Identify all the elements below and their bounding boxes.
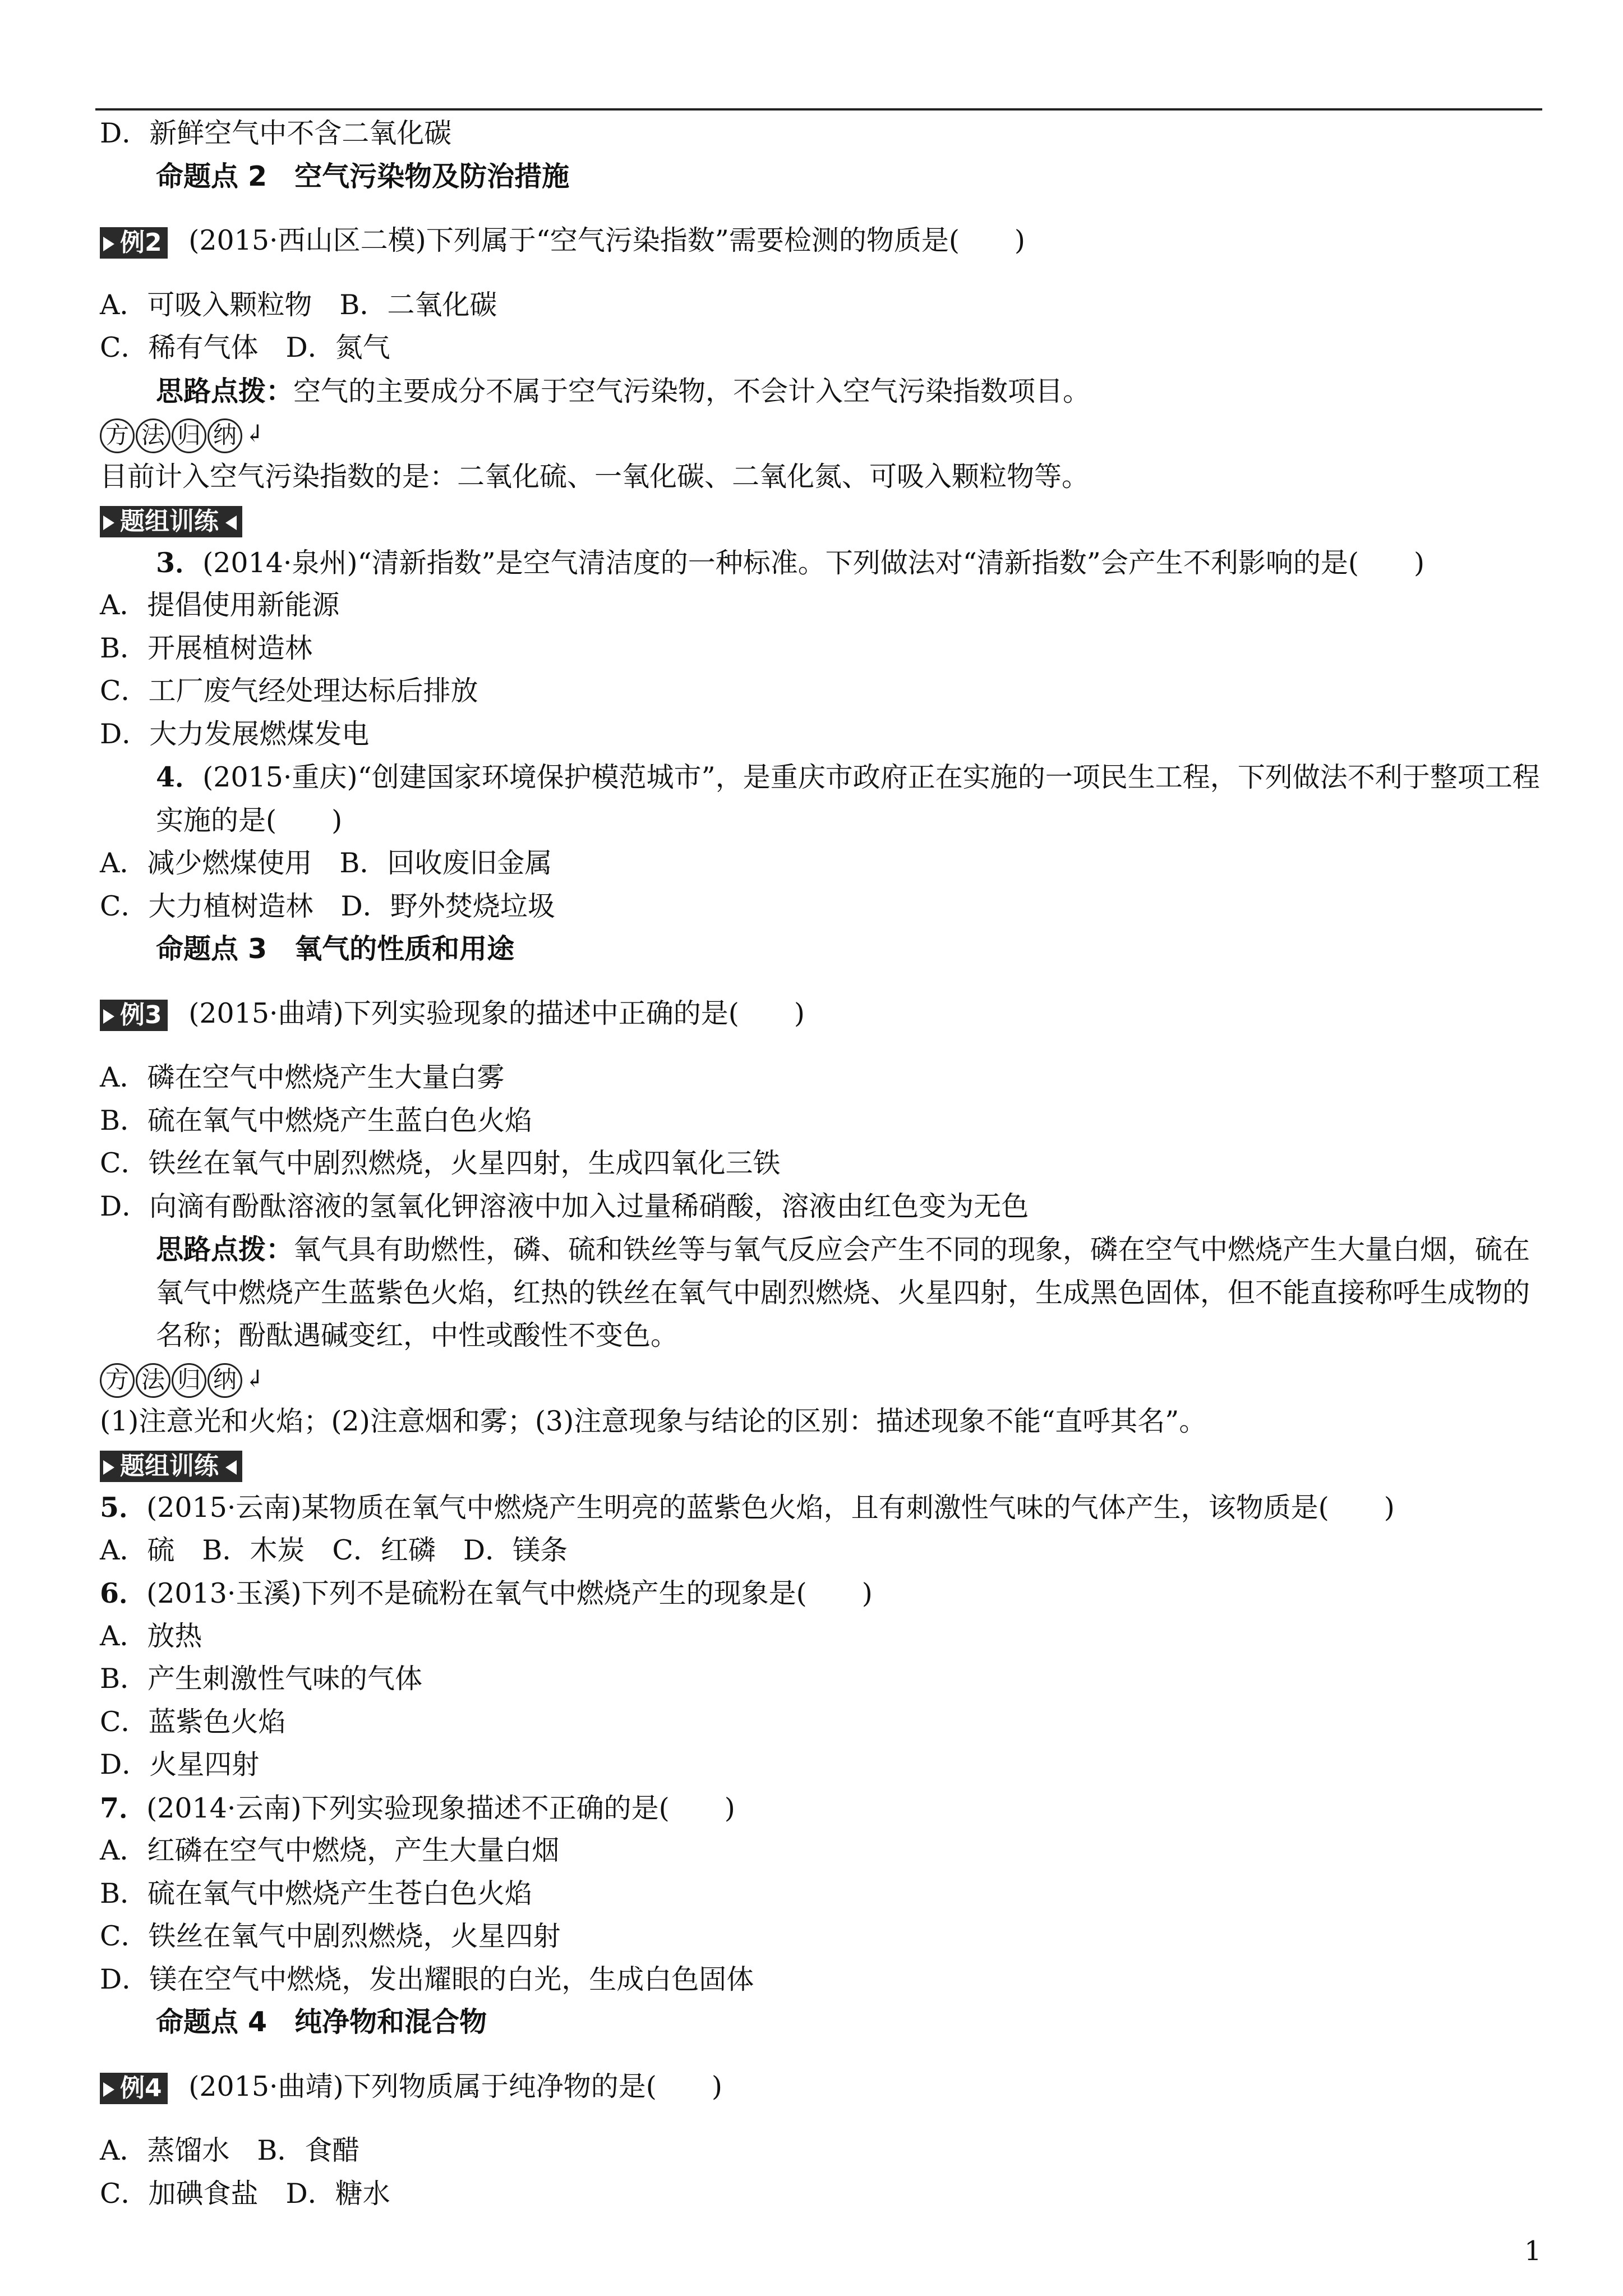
example-tag: 例4 xyxy=(100,2073,168,2104)
method-text: 目前计入空气污染指数的是：二氧化硫、一氧化碳、二氧化氮、可吸入颗粒物等。 xyxy=(100,460,1090,493)
question: 6．(2013·玉溪)下列不是硫粉在氧气中燃烧产生的现象是( ) xyxy=(100,1577,873,1609)
question: 3．(2014·泉州)“清新指数”是空气清洁度的一种标准。下列做法对“清新指数”会产生不利影响的是( ) xyxy=(156,546,1425,579)
option-line: A．可吸入颗粒物 B．二氧化碳 xyxy=(100,288,497,321)
back-icon xyxy=(225,516,237,530)
option-line: C．铁丝在氧气中剧烈燃烧，火星四射 xyxy=(100,1920,561,1952)
option-line: A．提倡使用新能源 xyxy=(100,589,340,621)
option-line: C．铁丝在氧气中剧烈燃烧，火星四射，生成四氧化三铁 xyxy=(100,1147,781,1179)
example-question: 例4 (2015·曲靖)下列物质属于纯净物的是( ) xyxy=(100,2065,1541,2109)
option-line: A．放热 xyxy=(100,1619,202,1652)
arrow-down-icon: ↲ xyxy=(245,1364,265,1392)
option-line: A．减少燃煤使用 B．回收废旧金属 xyxy=(100,847,552,879)
example-tag: 例2 xyxy=(100,227,168,259)
header-rule xyxy=(95,108,1542,111)
circled-char: 方 xyxy=(100,1363,135,1398)
example-question: 例3 (2015·曲靖)下列实验现象的描述中正确的是( ) xyxy=(100,992,1541,1036)
example-question: 例2 (2015·西山区二模)下列属于“空气污染指数”需要检测的物质是( ) xyxy=(100,219,1541,263)
training-label xyxy=(100,498,1541,541)
circled-char: 归 xyxy=(172,418,206,453)
option-line: C．蓝紫色火焰 xyxy=(100,1705,286,1738)
circled-char: 方 xyxy=(100,418,135,453)
option-line: B．硫在氧气中燃烧产生苍白色火焰 xyxy=(100,1877,533,1910)
option-line: B．产生刺激性气味的气体 xyxy=(100,1663,423,1695)
option-line: D．向滴有酚酞溶液的氢氧化钾溶液中加入过量稀硝酸，溶液由红色变为无色 xyxy=(100,1190,1029,1222)
option-line: B．硫在氧气中燃烧产生蓝白色火焰 xyxy=(100,1104,533,1137)
option-line: D．大力发展燃煤发电 xyxy=(100,717,370,750)
option-line: A．红磷在空气中燃烧，产生大量白烟 xyxy=(100,1834,560,1866)
method-text: (1)注意光和火焰；(2)注意烟和雾；(3)注意现象与结论的区别：描述现象不能“直呼其名”。 xyxy=(100,1405,1207,1437)
training-label xyxy=(100,1443,1541,1487)
play-icon xyxy=(103,2082,114,2097)
option-line: C．加碘食盐 D．糖水 xyxy=(100,2177,390,2210)
page-number: 1 xyxy=(1524,2235,1542,2267)
option-line: A．硫 B．木炭 C．红磷 D．镁条 xyxy=(100,1534,568,1566)
training-tag: 题组训练 xyxy=(100,506,242,537)
method-summary-label xyxy=(100,412,1541,455)
option-line: B．开展植树造林 xyxy=(100,632,313,664)
method-summary-label xyxy=(100,1358,1541,1401)
play-icon xyxy=(103,516,114,530)
play-icon xyxy=(103,1460,114,1475)
option-line: A．磷在空气中燃烧产生大量白雾 xyxy=(100,1061,505,1093)
option-line: D．火星四射 xyxy=(100,1749,260,1780)
circled-char: 法 xyxy=(136,1363,170,1398)
hint: 思路点拨：空气的主要成分不属于空气污染物，不会计入空气污染指数项目。 xyxy=(156,374,1091,407)
back-icon xyxy=(225,1460,237,1475)
play-icon xyxy=(103,237,114,251)
arrow-down-icon: ↲ xyxy=(245,420,265,447)
circled-char: 归 xyxy=(172,1363,206,1398)
topic-heading: 命题点 2 空气污染物及防治措施 xyxy=(156,160,570,192)
question: 4．(2015·重庆)“创建国家环境保护模范城市”，是重庆市政府正在实施的一项民生工程，下列做法不利于整项工程实施的是( ) xyxy=(156,761,1540,836)
play-icon xyxy=(103,1009,114,1024)
option-line: C．工厂废气经处理达标后排放 xyxy=(100,675,478,707)
circled-char: 法 xyxy=(136,418,170,453)
topic-heading: 命题点 4 纯净物和混合物 xyxy=(156,2006,487,2038)
option-line: C．稀有气体 D．氮气 xyxy=(100,332,390,364)
question: 5．(2015·云南)某物质在氧气中燃烧产生明亮的蓝紫色火焰，且有刺激性气味的气体产生，该物质是( ) xyxy=(100,1491,1395,1524)
circled-char: 纳 xyxy=(208,1363,242,1398)
hint: 思路点拨：氧气具有助燃性，磷、硫和铁丝等与氧气反应会产生不同的现象，磷在空气中燃烧产生大量白烟，硫在氧气中燃烧产生蓝紫色火焰，红热的铁丝在氧气中剧烈燃烧、火星四射，生成黑色固体，但不能直接称呼生成物的名称；酚酞遇碱变红，中性或酸性不变色。 xyxy=(156,1233,1530,1351)
page-content xyxy=(100,112,1541,2215)
circled-char: 纳 xyxy=(208,418,242,453)
example-tag: 例3 xyxy=(100,1000,168,1031)
topic-heading: 命题点 3 氧气的性质和用途 xyxy=(156,933,515,965)
option-line: D．新鲜空气中不含二氧化碳 xyxy=(100,117,452,149)
training-tag: 题组训练 xyxy=(100,1451,242,1482)
question: 7．(2014·云南)下列实验现象描述不正确的是( ) xyxy=(100,1791,735,1824)
option-line: D．镁在空气中燃烧，发出耀眼的白光，生成白色固体 xyxy=(100,1963,754,1995)
option-line: C．大力植树造林 D．野外焚烧垃圾 xyxy=(100,890,555,922)
option-line: A．蒸馏水 B．食醋 xyxy=(100,2134,360,2166)
